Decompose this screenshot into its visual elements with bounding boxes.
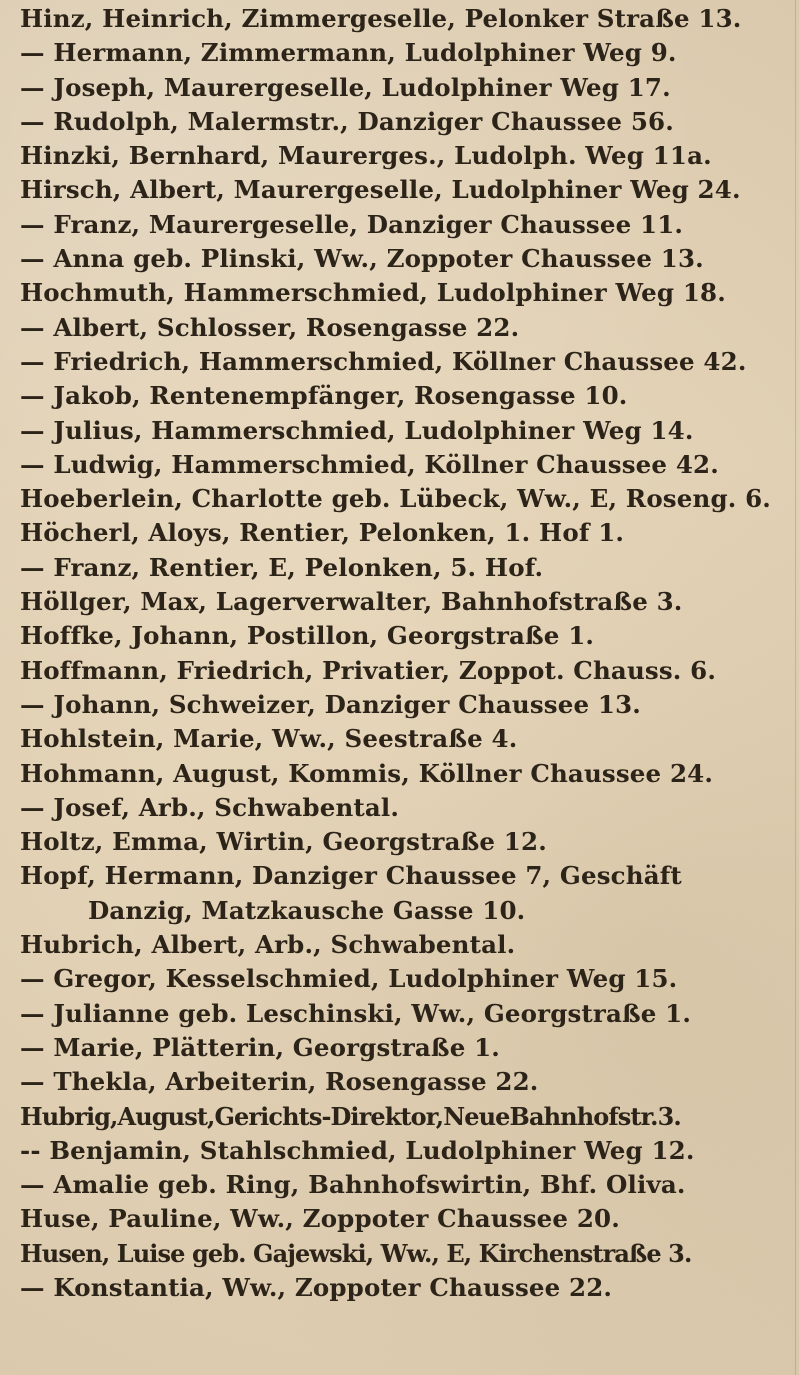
directory-entry: — Josef, Arb., Schwabental.: [20, 792, 400, 822]
directory-entry: — Johann, Schweizer, Danziger Chaussee 13.: [20, 689, 641, 719]
directory-entry: — Marie, Plätterin, Georgstraße 1.: [20, 1032, 500, 1062]
directory-entry: Hopf, Hermann, Danziger Chaussee 7, Geschäft: [20, 861, 682, 891]
directory-entry: Hirsch, Albert, Maurergeselle, Ludolphiner Weg 24.: [20, 175, 741, 205]
directory-entry-list: [20, 2, 796, 1305]
directory-entry: — Jakob, Rentenempfänger, Rosengasse 10.: [20, 381, 628, 411]
directory-entry: — Rudolph, Malermstr., Danziger Chaussee 56.: [20, 106, 674, 136]
directory-entry: Husen, Luise geb. Gajewski, Ww., E, Kirchenstraße 3.: [20, 1238, 692, 1268]
directory-entry: — Anna geb. Plinski, Ww., Zoppoter Chaussee 13.: [20, 244, 704, 274]
directory-entry: Hinzki, Bernhard, Maurerges., Ludolph. Weg 11a.: [20, 141, 712, 171]
directory-entry: — Julius, Hammerschmied, Ludolphiner Weg 14.: [20, 415, 694, 445]
directory-entry: — Konstantia, Ww., Zoppoter Chaussee 22.: [20, 1272, 613, 1302]
directory-entry: Hoffmann, Friedrich, Privatier, Zoppot. Chauss. 6.: [20, 655, 717, 685]
directory-entry: Huse, Pauline, Ww., Zoppoter Chaussee 20.: [20, 1204, 620, 1234]
directory-entry: — Joseph, Maurergeselle, Ludolphiner Weg 17.: [20, 72, 671, 102]
directory-entry: Hoffke, Johann, Postillon, Georgstraße 1.: [20, 621, 595, 651]
directory-entry: — Gregor, Kesselschmied, Ludolphiner Weg 15.: [20, 964, 678, 994]
directory-entry: Hubrich, Albert, Arb., Schwabental.: [20, 930, 516, 960]
directory-entry: — Ludwig, Hammerschmied, Köllner Chaussee 42.: [20, 449, 719, 479]
directory-entry: — Julianne geb. Leschinski, Ww., Georgstraße 1.: [20, 998, 692, 1028]
directory-entry: — Thekla, Arbeiterin, Rosengasse 22.: [20, 1067, 539, 1097]
directory-entry: — Amalie geb. Ring, Bahnhofswirtin, Bhf. Oliva.: [20, 1170, 686, 1200]
directory-entry: Hohmann, August, Kommis, Köllner Chaussee 24.: [20, 758, 714, 788]
directory-entry: Hinz, Heinrich, Zimmergeselle, Pelonker Straße 13.: [20, 4, 742, 33]
directory-entry: Hohlstein, Marie, Ww., Seestraße 4.: [20, 724, 518, 754]
directory-entry: — Albert, Schlosser, Rosengasse 22.: [20, 312, 520, 342]
directory-entry: — Franz, Rentier, E, Pelonken, 5. Hof.: [20, 552, 544, 582]
directory-entry: — Hermann, Zimmermann, Ludolphiner Weg 9.: [20, 38, 677, 68]
directory-entry: Hoeberlein, Charlotte geb. Lübeck, Ww., E, Roseng. 6.: [20, 484, 771, 514]
directory-entry: Hubrig,August,Gerichts-Direktor,NeueBahnhofstr.3.: [20, 1101, 681, 1131]
directory-entry: — Friedrich, Hammerschmied, Köllner Chaussee 42.: [20, 346, 747, 376]
page-edge-line: [795, 0, 796, 1375]
directory-entry: Höcherl, Aloys, Rentier, Pelonken, 1. Hof 1.: [20, 518, 625, 548]
directory-entry: -- Benjamin, Stahlschmied, Ludolphiner Weg 12.: [20, 1135, 695, 1165]
directory-entry-continuation: Danzig, Matzkausche Gasse 10.: [88, 895, 526, 925]
directory-entry: Hochmuth, Hammerschmied, Ludolphiner Weg 18.: [20, 278, 726, 308]
directory-entry: — Franz, Maurergeselle, Danziger Chaussee 11.: [20, 209, 684, 239]
directory-entry: Holtz, Emma, Wirtin, Georgstraße 12.: [20, 827, 547, 857]
directory-entry: Höllger, Max, Lagerverwalter, Bahnhofstraße 3.: [20, 587, 683, 617]
